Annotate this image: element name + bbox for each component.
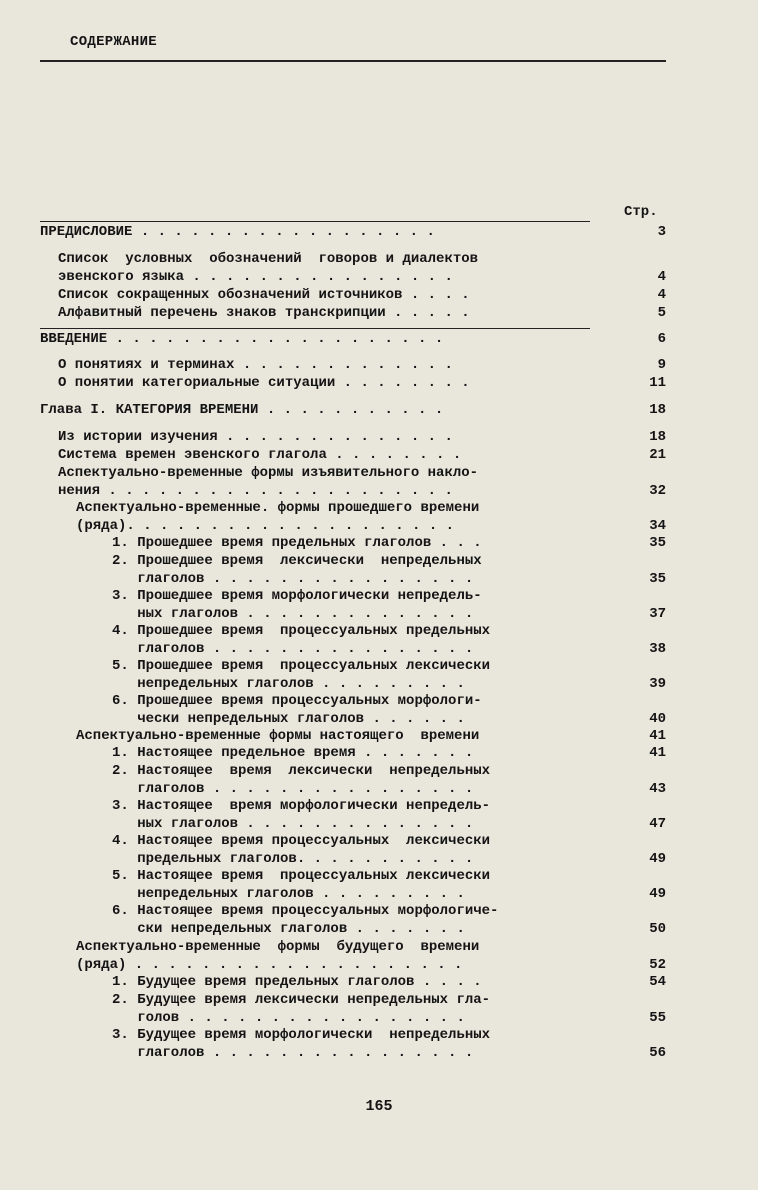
toc-entry-line: 2. Прошедшее время лексически непредельных <box>112 553 482 569</box>
toc-entry-line: Алфавитный перечень знаков транскрипции . . . . . <box>58 305 470 321</box>
toc-page-number: 50 <box>649 920 666 937</box>
toc-page-number: 11 <box>649 375 666 391</box>
toc-page-number: 52 <box>649 956 666 973</box>
toc-page-number: 41 <box>649 745 666 761</box>
toc-page-number: 21 <box>649 447 666 463</box>
toc-page-number: 49 <box>649 885 666 902</box>
section-underline <box>40 221 590 222</box>
toc-entry-line: 3. Будущее время морфологически непредельных <box>112 1027 491 1043</box>
toc-entry-line: чески непредельных глаголов . . . . . . <box>112 710 465 727</box>
toc-entry-line: глаголов . . . . . . . . . . . . . . . . <box>112 1044 474 1061</box>
toc-entry-line: О понятии категориальные ситуации . . . . . . . . <box>58 375 470 391</box>
page-header-title: СОДЕРЖАНИЕ <box>70 34 158 50</box>
toc-entry-line: 4. Прошедшее время процессуальных предельных <box>112 623 491 639</box>
toc-entry-line: Глава I. КАТЕГОРИЯ ВРЕМЕНИ . . . . . . . . . . . <box>40 402 444 418</box>
page-column-label: Стр. <box>624 204 658 220</box>
toc-entry-line: Аспектуально-временные. формы прошедшего времени <box>76 500 480 516</box>
toc-entry-line: О понятиях и терминах . . . . . . . . . . . . . <box>58 357 453 373</box>
toc-entry-line: Из истории изучения . . . . . . . . . . . . . . <box>58 429 453 445</box>
toc-entry-line: 6. Прошедшее время процессуальных морфологи- <box>112 693 482 709</box>
toc-page-number: 41 <box>649 728 666 744</box>
toc-page-number: 54 <box>649 974 666 990</box>
toc-page-number: 49 <box>649 850 666 867</box>
toc-entry-line: предельных глаголов. . . . . . . . . . . <box>112 850 474 867</box>
toc-entry-line: эвенского языка . . . . . . . . . . . . . . . . <box>58 268 453 285</box>
page-number: 165 <box>365 1098 393 1115</box>
toc-entry-line: Список условных обозначений говоров и диалектов <box>58 251 479 267</box>
toc-page-number: 9 <box>657 357 666 373</box>
toc-entry-line: ПРЕДИСЛОВИЕ . . . . . . . . . . . . . . . . . . <box>40 224 435 240</box>
toc-entry-line: Система времен эвенского глагола . . . . . . . . <box>58 447 462 463</box>
toc-page-number: 55 <box>649 1009 666 1026</box>
toc-page-number: 34 <box>649 517 666 534</box>
toc-page-number: 35 <box>649 535 666 551</box>
toc-entry-line: 1. Прошедшее время предельных глаголов . . . <box>112 535 482 551</box>
toc-page-number: 18 <box>649 402 666 418</box>
toc-entry-line: 1. Будущее время предельных глаголов . . . . <box>112 974 482 990</box>
toc-entry-line: 3. Прошедшее время морфологически непредель- <box>112 588 482 604</box>
toc-entry-line: нения . . . . . . . . . . . . . . . . . . . . . <box>58 482 453 499</box>
toc-entry-line: глаголов . . . . . . . . . . . . . . . . <box>112 780 474 797</box>
toc-entry-line: Аспектуально-временные формы настоящего времени <box>76 728 480 744</box>
toc-entry-line: 3. Настоящее время морфологически непредель- <box>112 798 491 814</box>
toc-entry-line: 2. Будущее время лексически непредельных гла- <box>112 992 491 1008</box>
toc-page-number: 38 <box>649 640 666 657</box>
toc-entry-line: ных глаголов . . . . . . . . . . . . . . <box>112 815 474 832</box>
header-rule <box>40 60 666 62</box>
toc-page-number: 43 <box>649 780 666 797</box>
toc-entry-line: 2. Настоящее время лексически непредельных <box>112 763 491 779</box>
toc-page-number: 5 <box>657 305 666 321</box>
toc-page-number: 37 <box>649 605 666 622</box>
toc-entry-line: голов . . . . . . . . . . . . . . . . . <box>112 1009 465 1026</box>
toc-page-number: 18 <box>649 429 666 445</box>
toc-page-number: 35 <box>649 570 666 587</box>
toc-page-number: 56 <box>649 1044 666 1061</box>
toc-entry-line: глаголов . . . . . . . . . . . . . . . . <box>112 640 474 657</box>
toc-page-number: 4 <box>657 268 666 285</box>
toc-entry-line: 1. Настоящее предельное время . . . . . . . <box>112 745 474 761</box>
toc-page-number: 3 <box>657 224 666 240</box>
toc-entry-line: Аспектуально-временные формы изъявительного накло- <box>58 465 479 481</box>
toc-entry-line: ВВЕДЕНИЕ . . . . . . . . . . . . . . . . . . . . <box>40 331 444 347</box>
toc-entry-line: 5. Прошедшее время процессуальных лексически <box>112 658 491 674</box>
toc-entry-line: 4. Настоящее время процессуальных лексически <box>112 833 491 849</box>
toc-page-number: 39 <box>649 675 666 692</box>
toc-entry-line: ных глаголов . . . . . . . . . . . . . . <box>112 605 474 622</box>
section-underline <box>40 328 590 329</box>
toc-page-number: 47 <box>649 815 666 832</box>
toc-page-number: 40 <box>649 710 666 727</box>
toc-entry-line: (ряда) . . . . . . . . . . . . . . . . . . . . <box>76 956 463 973</box>
toc-entry-line: 5. Настоящее время процессуальных лексически <box>112 868 491 884</box>
toc-entry-line: Список сокращенных обозначений источников . . . . <box>58 287 470 303</box>
toc-entry-line: (ряда). . . . . . . . . . . . . . . . . . . . <box>76 517 455 534</box>
toc-page-number: 4 <box>657 287 666 303</box>
toc-page-number: 32 <box>649 482 666 499</box>
toc-entry-line: непредельных глаголов . . . . . . . . . <box>112 885 465 902</box>
toc-page-number: 6 <box>657 331 666 347</box>
toc-entry-line: 6. Настоящее время процессуальных морфологиче- <box>112 903 499 919</box>
toc-entry-line: ски непредельных глаголов . . . . . . . <box>112 920 465 937</box>
toc-entry-line: глаголов . . . . . . . . . . . . . . . . <box>112 570 474 587</box>
toc-entry-line: Аспектуально-временные формы будущего времени <box>76 939 480 955</box>
toc-entry-line: непредельных глаголов . . . . . . . . . <box>112 675 465 692</box>
